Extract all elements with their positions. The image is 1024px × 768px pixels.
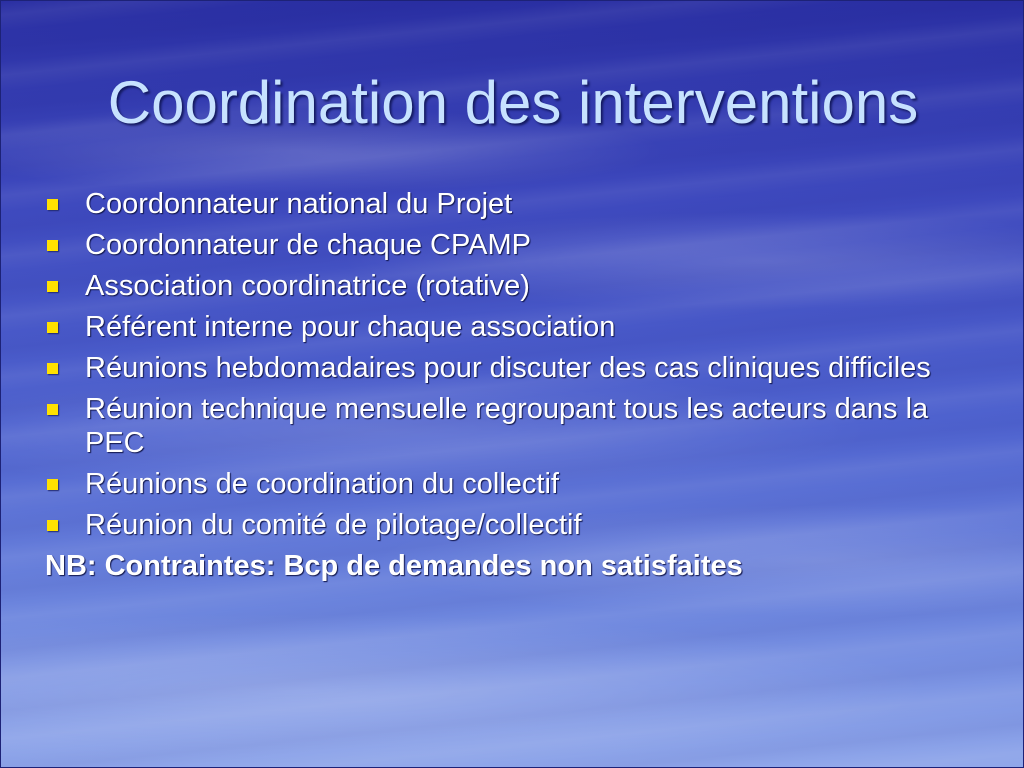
- slide-title: Coordination des interventions: [107, 69, 919, 136]
- bullet-text: Coordonnateur de chaque CPAMP: [85, 229, 532, 261]
- square-bullet-icon: [47, 404, 58, 415]
- bullet-item: [45, 467, 975, 501]
- square-bullet-icon: [47, 199, 58, 210]
- bullet-item: [45, 269, 975, 303]
- bullet-text: Coordonnateur national du Projet: [85, 188, 513, 220]
- square-bullet-icon: [47, 520, 58, 531]
- square-bullet-icon: [47, 479, 58, 490]
- square-bullet-icon: [47, 322, 58, 333]
- bullet-item: [45, 508, 975, 542]
- bullet-item: [45, 310, 975, 344]
- bullet-text: Référent interne pour chaque association: [85, 311, 616, 343]
- bullet-text: Réunion technique mensuelle regroupant tous les acteurs dans la PEC: [85, 393, 929, 459]
- bullet-text: Réunions hebdomadaires pour discuter des cas cliniques difficiles: [85, 352, 931, 384]
- bullet-text: Réunion du comité de pilotage/collectif: [85, 509, 582, 541]
- bullet-list: [45, 187, 975, 542]
- square-bullet-icon: [47, 281, 58, 292]
- slide-body: [45, 187, 975, 583]
- square-bullet-icon: [47, 240, 58, 251]
- bullet-item: [45, 351, 975, 385]
- square-bullet-icon: [47, 363, 58, 374]
- bullet-item: [45, 187, 975, 221]
- bullet-item: [45, 392, 975, 460]
- note-text: NB: Contraintes: Bcp de demandes non satisfaites: [45, 550, 743, 582]
- bullet-item: [45, 228, 975, 262]
- bullet-text: Réunions de coordination du collectif: [85, 468, 559, 500]
- bullet-text: Association coordinatrice (rotative): [85, 270, 530, 302]
